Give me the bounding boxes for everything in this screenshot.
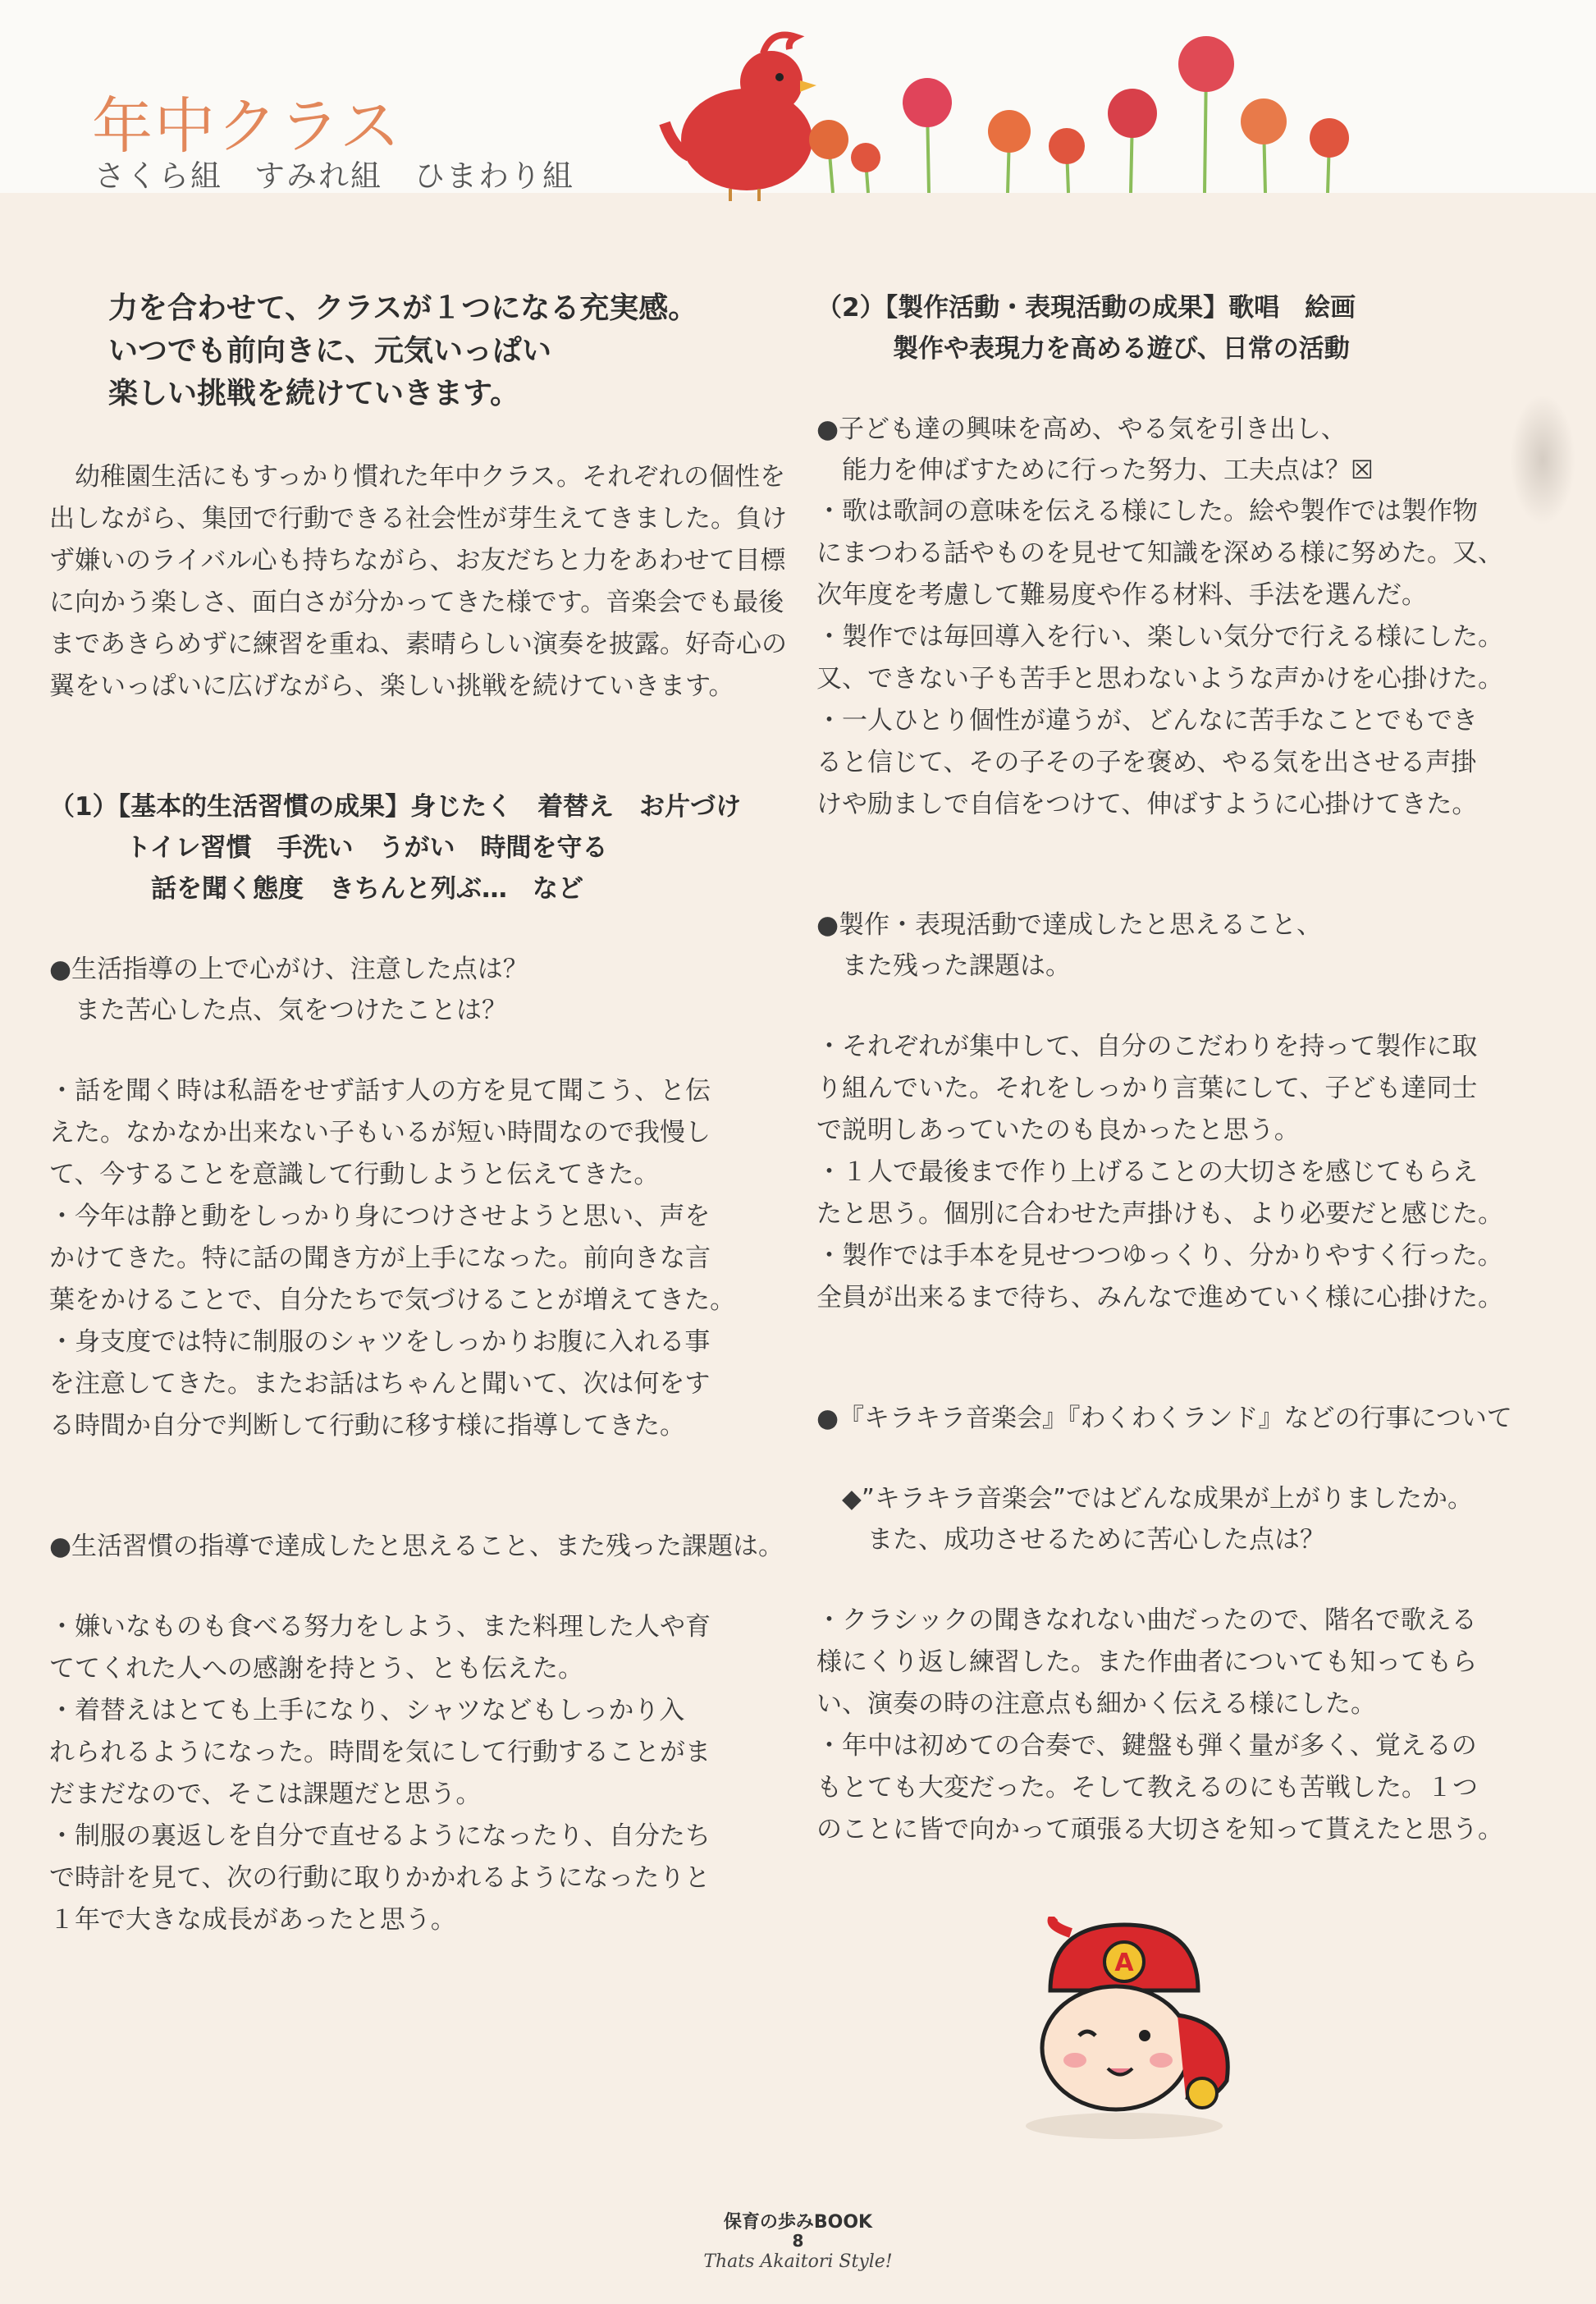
heading-line: （2）【製作活動・表現活動の成果】歌唱 絵画 <box>816 293 1356 323</box>
answer-line: ・身支度では特に制服のシャツをしっかりお腹に入れる事 <box>49 1327 711 1357</box>
answer-line: えた。なかなか出来ない子もいるが短い時間なので我慢し <box>49 1118 711 1147</box>
answer-line: れられるようになった。時間を気にして行動することがま <box>49 1738 711 1767</box>
intro-paragraph <box>49 456 787 708</box>
bird-and-flowers-illustration <box>640 16 1461 201</box>
answer-line: １年で大きな成長があったと思う。 <box>49 1905 456 1935</box>
question-line: ◆”キラキラ音楽会”ではどんな成果が上がりましたか。 <box>816 1484 1473 1514</box>
question-line: ●『キラキラ音楽会』『わくわくランド』などの行事について <box>816 1404 1512 1433</box>
intro-line: に向かう楽しさ、面白さが分かってきた様です。音楽会でも最後 <box>49 588 784 617</box>
question-line: また、成功させるために苦心した点は？ <box>816 1525 1325 1555</box>
section1-answer2 <box>49 1606 771 1941</box>
lead-line: いつでも前向きに、元気いっぱい <box>108 334 552 368</box>
section1-heading <box>49 786 771 909</box>
intro-line: ず嫌いのライバル心も持ちながら、お友だちと力をあわせて目標 <box>49 546 786 575</box>
answer-line: を注意してきた。またお話はちゃんと聞いて、次は何をす <box>49 1369 711 1399</box>
answer-line: て、今することを意識して行動しようと伝えてきた。 <box>49 1160 660 1189</box>
question-line: ●生活指導の上で心がけ、注意した点は？ <box>49 955 528 984</box>
lead-line: 力を合わせて、クラスが１つになる充実感。 <box>108 291 698 325</box>
left-column <box>49 287 787 1941</box>
question-line: 能力を伸ばすために行った努力、工夫点は？☒ <box>816 456 1374 485</box>
answer-line: ててくれた人への感謝を持とう、とも伝えた。 <box>49 1654 583 1683</box>
section2-answer1 <box>816 491 1522 826</box>
svg-text:A: A <box>1114 1949 1134 1977</box>
section1-question1 <box>49 949 771 1031</box>
question-line: ●生活習慣の指導で達成したと思えること、また残った課題は。 <box>49 1532 784 1561</box>
answer-line: たと思う。個別に合わせた声掛けも、より必要だと感じた。 <box>816 1199 1503 1229</box>
answer-line: ・製作では毎回導入を行い、楽しい気分で行える様にした。 <box>816 622 1503 652</box>
question-line: また苦心した点、気をつけたことは？ <box>49 996 507 1025</box>
answer-line: けや励ましで自信をつけて、伸ばすように心掛けてきた。 <box>816 790 1478 819</box>
answer-line: ・製作では手本を見せつつゆっくり、分かりやすく行った。 <box>816 1241 1503 1271</box>
intro-line: 翼をいっぱいに広げながら、楽しい挑戦を続けていきます。 <box>49 671 734 701</box>
section1-answer1 <box>49 1070 771 1447</box>
section2-question1 <box>816 409 1522 491</box>
mascot-character-icon <box>1001 1917 1247 2146</box>
heading-line: トイレ習慣 手洗い うがい 時間を守る <box>49 833 608 863</box>
intro-line: 幼稚園生活にもすっかり慣れた年中クラス。それぞれの個性を <box>49 462 786 492</box>
answer-line: ・嫌いなものも食べる努力をしよう、また料理した人や育 <box>49 1612 711 1642</box>
section2-question2 <box>816 905 1522 987</box>
question-line: ●子ども達の興味を高め、やる気を引き出し、 <box>816 415 1347 444</box>
answer-line: り組んでいた。それをしっかり言葉にして、子ども達同士 <box>816 1074 1478 1103</box>
answer-line: 次年度を考慮して難易度や作る材料、手法を選んだ。 <box>816 580 1427 610</box>
intro-line: まであきらめずに練習を重ね、素晴らしい演奏を披露。好奇心の <box>49 630 787 659</box>
answer-line: のことに皆で向かって頑張る大切さを知って貰えたと思う。 <box>816 1815 1503 1844</box>
answer-line: ・それぞれが集中して、自分のこだわりを持って製作に取 <box>816 1032 1478 1061</box>
answer-line: ・着替えはとても上手になり、シャツなどもしっかり入 <box>49 1696 685 1725</box>
answer-line: 様にくり返し練習した。また作曲者についても知ってもら <box>816 1647 1478 1677</box>
answer-line: で時計を見て、次の行動に取りかかれるようになったりと <box>49 1863 711 1893</box>
answer-line: もとても大変だった。そして教えるのにも苦戦した。１つ <box>816 1773 1478 1802</box>
answer-line: かけてきた。特に話の聞き方が上手になった。前向きな言 <box>49 1244 711 1273</box>
footer <box>0 2208 1596 2272</box>
heading-line: 製作や表現力を高める遊び、日常の活動 <box>816 334 1350 364</box>
red-bird-icon <box>665 35 816 202</box>
heading-line: （1）【基本的生活習慣の成果】身じたく 着替え お片づけ <box>49 792 742 822</box>
answer-line: だまだなので、そこは課題だと思う。 <box>49 1780 482 1809</box>
flower-heads <box>809 36 1349 172</box>
answer-line: ると信じて、その子その子を褒め、やる気を出させる声掛 <box>816 748 1477 777</box>
section1-question2 <box>49 1526 784 1567</box>
answer-line: ・一人ひとり個性が違うが、どんなに苦手なことでもでき <box>816 706 1478 735</box>
answer-line: ・制服の裏返しを自分で直せるようになったり、自分たち <box>49 1821 711 1851</box>
intro-line: 出しながら、集団で行動できる社会性が芽生えてきました。負け <box>49 504 787 534</box>
section2-answer3 <box>816 1600 1522 1851</box>
question-line: また残った課題は。 <box>816 951 1071 981</box>
page-title: 年中クラス <box>92 91 402 162</box>
heading-line: 話を聞く態度 きちんと列ぶ… など <box>49 874 583 904</box>
class-names: さくら組 すみれ組 ひまわり組 <box>94 158 574 194</box>
section2-answer2 <box>816 1026 1522 1319</box>
answer-line: い、演奏の時の注意点も細かく伝える様にした。 <box>816 1689 1376 1719</box>
footer-tagline: Thats Akaitori Style! <box>703 2251 893 2272</box>
section2-question3 <box>816 1398 1522 1439</box>
answer-line: にまつわる話やものを見せて知識を深める様に努めた。又、 <box>816 538 1503 568</box>
section2-question4 <box>816 1478 1522 1560</box>
answer-line: ・１人で最後まで作り上げることの大切さを感じてもらえ <box>816 1157 1478 1187</box>
question-line: ●製作・表現活動で達成したと思えること、 <box>816 910 1323 940</box>
answer-line: 又、できない子も苦手と思わないような声かけを心掛けた。 <box>816 664 1503 694</box>
footer-book-title: 保育の歩みBOOK <box>723 2212 873 2233</box>
answer-line: る時間か自分で判断して行動に移す様に指導してきた。 <box>49 1411 685 1441</box>
answer-line: で説明しあっていたのも良かったと思う。 <box>816 1115 1300 1145</box>
answer-line: 葉をかけることで、自分たちで気づけることが増えてきた。 <box>49 1285 736 1315</box>
answer-line: ・年中は初めての合奏で、鍵盤も弾く量が多く、覚えるの <box>816 1731 1477 1761</box>
answer-line: ・話を聞く時は私語をせず話す人の方を見て聞こう、と伝 <box>49 1076 711 1106</box>
page-number: 8 <box>792 2231 804 2251</box>
lead-text <box>108 287 771 415</box>
answer-line: ・今年は静と動をしっかり身につけさせようと思い、声を <box>49 1202 711 1231</box>
answer-line: ・歌は歌詞の意味を伝える様にした。絵や製作では製作物 <box>816 497 1478 526</box>
section2-heading <box>816 287 1522 369</box>
lead-line: 楽しい挑戦を続けていきます。 <box>108 377 520 410</box>
right-column <box>816 287 1522 1851</box>
answer-line: ・クラシックの聞きなれない曲だったので、階名で歌える <box>816 1605 1477 1635</box>
answer-line: 全員が出来るまで待ち、みんなで進めていく様に心掛けた。 <box>816 1283 1503 1312</box>
